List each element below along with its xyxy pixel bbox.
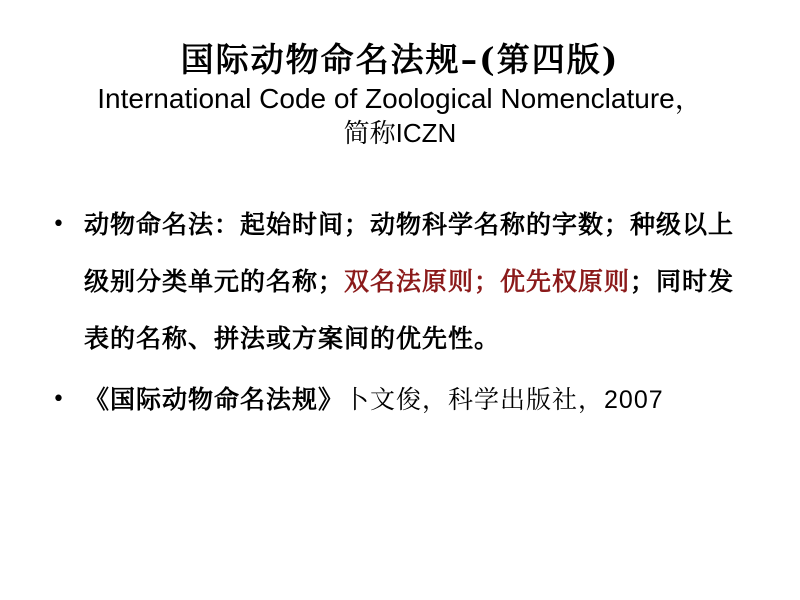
bullet-dot-icon: • — [52, 387, 66, 412]
book-reference: 卜文俊，科学出版社，2007 — [344, 386, 664, 414]
bullet-item-reference — [52, 371, 752, 429]
highlighted-principles: 双名法原则；优先权原则 — [344, 267, 631, 296]
bullet-item-nomenclature — [52, 196, 752, 367]
bullet-text: 动物命名法：起始时间；动物科学名称的字数；种级以上级别分类单元的名称； — [84, 210, 735, 296]
book-title: 《国际动物命名法规》 — [84, 385, 345, 414]
bullet-text-continued: ；同时发表的名称、拼法或方案间的优先性。 — [84, 267, 735, 353]
bullet-list — [52, 196, 752, 429]
slide-subtitle-english: International Code of Zoological Nomenclature， — [97, 83, 703, 114]
slide-title: 国际动物命名法规–(第四版) — [180, 40, 620, 79]
slide-subtitle-abbreviation: 简称ICZN — [343, 118, 457, 148]
bullet-dot-icon: • — [52, 212, 66, 237]
title-block — [0, 38, 800, 150]
